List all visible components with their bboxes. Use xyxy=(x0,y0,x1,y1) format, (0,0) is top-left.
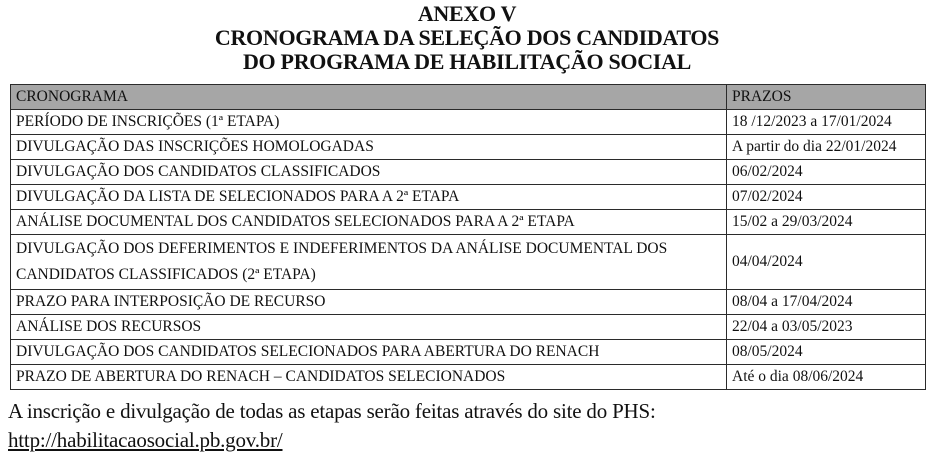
deadline-cell: 22/04 a 03/05/2023 xyxy=(727,315,926,340)
document-title-block xyxy=(0,2,934,74)
table-row xyxy=(11,290,926,315)
table-row xyxy=(11,110,926,135)
schedule-table xyxy=(10,84,926,390)
deadline-cell: Até o dia 08/06/2024 xyxy=(727,365,926,390)
deadline-cell: 08/05/2024 xyxy=(727,340,926,365)
deadline-cell: 08/04 a 17/04/2024 xyxy=(727,290,926,315)
deadline-cell: 06/02/2024 xyxy=(727,160,926,185)
table-row xyxy=(11,210,926,235)
stage-cell: DIVULGAÇÃO DOS CANDIDATOS CLASSIFICADOS xyxy=(11,160,727,185)
deadline-cell: 04/04/2024 xyxy=(727,235,926,290)
stage-cell: DIVULGAÇÃO DOS DEFERIMENTOS E INDEFERIMENTOS DA ANÁLISE DOCUMENTAL DOS CANDIDATOS CLASSIFICADOS (2ª ETAPA) xyxy=(11,235,727,290)
table-row xyxy=(11,135,926,160)
phs-site-link[interactable]: http://habilitacaosocial.pb.gov.br/ xyxy=(8,428,283,452)
schedule-title-line-2: DO PROGRAMA DE HABILITAÇÃO SOCIAL xyxy=(242,49,692,74)
deadline-cell: 15/02 a 29/03/2024 xyxy=(727,210,926,235)
stage-cell: PRAZO DE ABERTURA DO RENACH – CANDIDATOS SELECIONADOS xyxy=(11,365,727,390)
table-header-row xyxy=(11,85,926,110)
deadline-cell: 18 /12/2023 a 17/01/2024 xyxy=(727,110,926,135)
stage-cell: PRAZO PARA INTERPOSIÇÃO DE RECURSO xyxy=(11,290,727,315)
annex-title: ANEXO V xyxy=(417,1,517,26)
column-header-schedule: CRONOGRAMA xyxy=(11,85,727,110)
schedule-title-line-1: CRONOGRAMA DA SELEÇÃO DOS CANDIDATOS xyxy=(214,25,720,50)
stage-cell: PERÍODO DE INSCRIÇÕES (1ª ETAPA) xyxy=(11,110,727,135)
column-header-deadlines: PRAZOS xyxy=(727,85,926,110)
table-row xyxy=(11,365,926,390)
stage-cell: ANÁLISE DOCUMENTAL DOS CANDIDATOS SELECIONADOS PARA A 2ª ETAPA xyxy=(11,210,727,235)
table-row xyxy=(11,235,926,290)
stage-cell: DIVULGAÇÃO DOS CANDIDATOS SELECIONADOS PARA ABERTURA DO RENACH xyxy=(11,340,727,365)
table-row xyxy=(11,160,926,185)
stage-cell: DIVULGAÇÃO DAS INSCRIÇÕES HOMOLOGADAS xyxy=(11,135,727,160)
stage-cell: ANÁLISE DOS RECURSOS xyxy=(11,315,727,340)
table-row xyxy=(11,340,926,365)
stage-cell: DIVULGAÇÃO DA LISTA DE SELECIONADOS PARA A 2ª ETAPA xyxy=(11,185,727,210)
footer-note xyxy=(8,397,930,455)
table-row xyxy=(11,315,926,340)
deadline-cell: A partir do dia 22/01/2024 xyxy=(727,135,926,160)
table-row xyxy=(11,185,926,210)
footer-text: A inscrição e divulgação de todas as etapas serão feitas através do site do PHS: xyxy=(8,399,656,423)
deadline-cell: 07/02/2024 xyxy=(727,185,926,210)
